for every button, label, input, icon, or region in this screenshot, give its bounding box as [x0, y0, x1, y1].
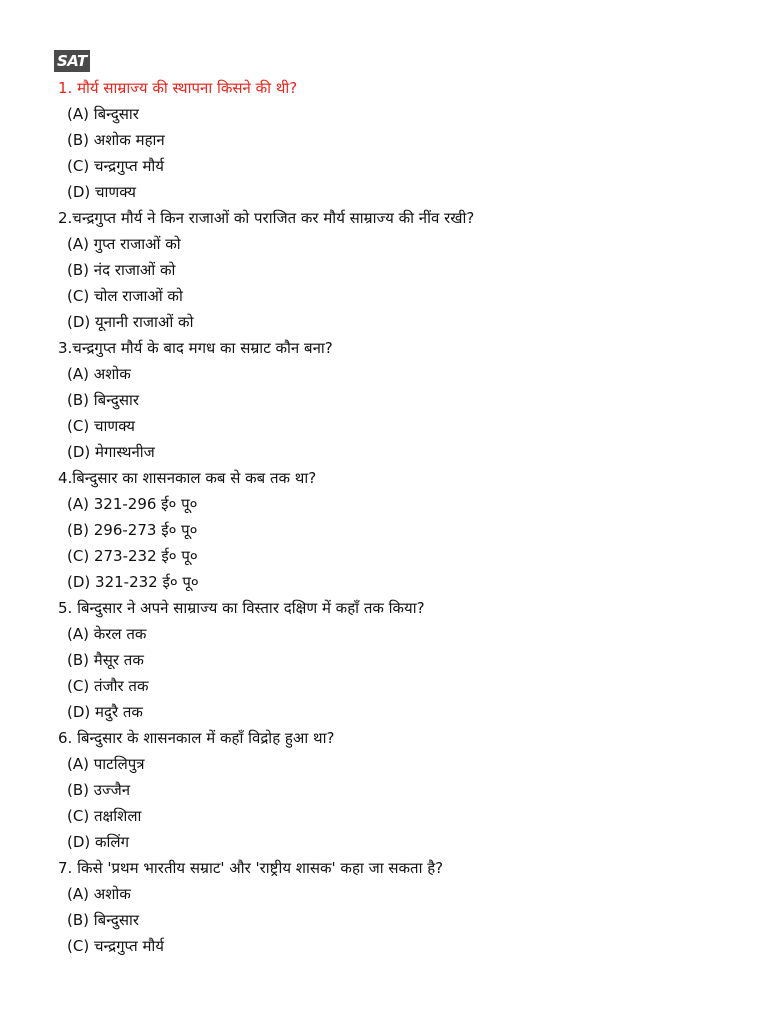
option-a: (A) पाटलिपुत्र	[67, 755, 145, 773]
question-block	[58, 855, 748, 959]
option-d: (D) 321-232 ई० पू०	[67, 573, 199, 591]
option-d: (D) चाणक्य	[67, 183, 137, 201]
question-text: 1. मौर्य साम्राज्य की स्थापना किसने की थी?	[58, 79, 298, 97]
question-block	[58, 75, 748, 205]
option-c: (C) 273-232 ई० पू०	[67, 547, 198, 565]
question-text: 5. बिन्दुसार ने अपने साम्राज्य का विस्तार दक्षिण में कहाँ तक किया?	[58, 599, 425, 617]
option-b: (B) उज्जैन	[67, 781, 131, 799]
question-block	[58, 465, 748, 595]
option-a: (A) केरल तक	[67, 625, 147, 643]
question-text: 2.चन्द्रगुप्त मौर्य ने किन राजाओं को पराजित कर मौर्य साम्राज्य की नींव रखी?	[58, 209, 475, 227]
option-a: (A) अशोक	[67, 365, 131, 383]
option-d: (D) मेगास्थनीज	[67, 443, 155, 461]
question-block	[58, 335, 748, 465]
option-a: (A) अशोक	[67, 885, 131, 903]
question-text: 3.चन्द्रगुप्त मौर्य के बाद मगध का सम्राट कौन बना?	[58, 339, 333, 357]
option-b: (B) अशोक महान	[67, 131, 165, 149]
question-text: 4.बिन्दुसार का शासनकाल कब से कब तक था?	[58, 469, 317, 487]
option-d: (D) मदुरै तक	[67, 703, 143, 721]
option-a: (A) 321-296 ई० पू०	[67, 495, 198, 513]
option-c: (C) चन्द्रगुप्त मौर्य	[67, 937, 165, 955]
option-b: (B) बिन्दुसार	[67, 911, 139, 929]
sat-badge: SAT	[54, 50, 90, 72]
option-a: (A) बिन्दुसार	[67, 105, 139, 123]
question-block	[58, 595, 748, 725]
question-text: 6. बिन्दुसार के शासनकाल में कहाँ विद्रोह हुआ था?	[58, 729, 335, 747]
option-c: (C) चाणक्य	[67, 417, 135, 435]
option-c: (C) तक्षशिला	[67, 807, 142, 825]
option-c: (C) तंजौर तक	[67, 677, 149, 695]
option-c: (C) चन्द्रगुप्त मौर्य	[67, 157, 165, 175]
question-block	[58, 725, 748, 855]
option-b: (B) बिन्दुसार	[67, 391, 139, 409]
option-b: (B) मैसूर तक	[67, 651, 144, 669]
question-text: 7. किसे 'प्रथम भारतीय सम्राट' और 'राष्ट्रीय शासक' कहा जा सकता है?	[58, 859, 444, 877]
question-block	[58, 205, 748, 335]
option-a: (A) गुप्त राजाओं को	[67, 235, 181, 253]
option-d: (D) कलिंग	[67, 833, 130, 851]
option-d: (D) यूनानी राजाओं को	[67, 313, 194, 331]
option-b: (B) नंद राजाओं को	[67, 261, 176, 279]
option-c: (C) चोल राजाओं को	[67, 287, 183, 305]
option-b: (B) 296-273 ई० पू०	[67, 521, 198, 539]
question-list	[58, 75, 748, 959]
